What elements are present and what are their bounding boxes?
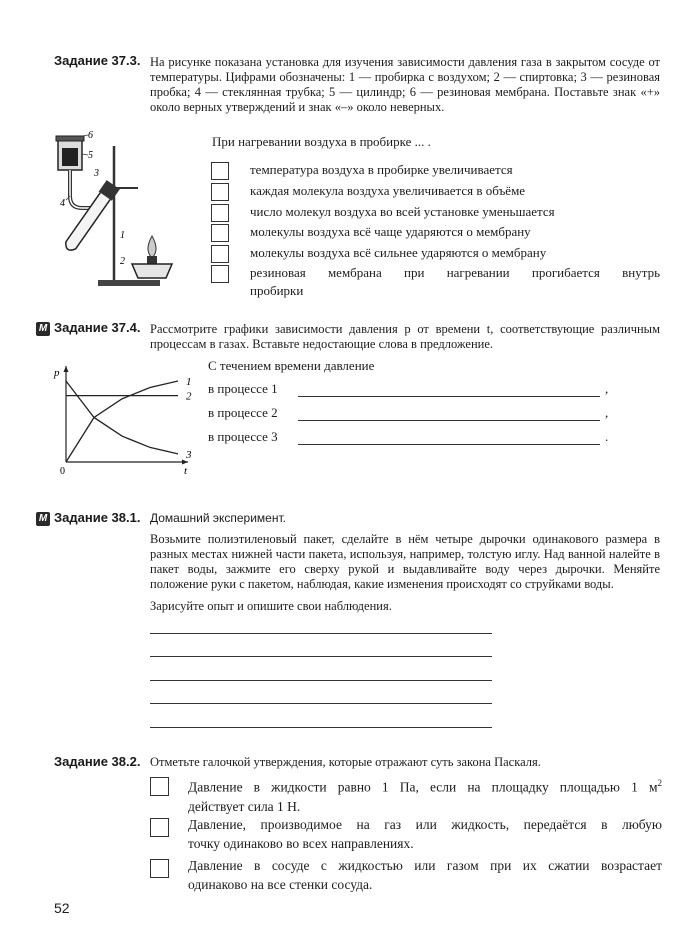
statement-line: Давление в жидкости равно 1 Па, если на площадку площадью 1 м [188, 779, 658, 795]
series-label-2: 2 [186, 390, 192, 403]
statement-text: число молекул воздуха во всей установке уменьшается [250, 204, 555, 219]
fig-label-5: 5 [88, 150, 93, 161]
task-38-2-text: Отметьте галочкой утверждения, которые отражают суть закона Паскаля. [150, 755, 541, 769]
statement-text: молекулы воздуха всё чаще ударяются о мембрану [250, 224, 531, 239]
answer-line[interactable] [150, 633, 492, 634]
m-icon: М [36, 322, 50, 336]
task-38-1-instruction: Зарисуйте опыт и опишите свои наблюдения. [150, 599, 392, 613]
statement-line: Давление, производимое на газ или жидкость, передаётся в любую [188, 817, 662, 832]
statement-text: пробирки [250, 283, 304, 298]
fig-label-6: 6 [88, 130, 93, 141]
pressure-time-chart [46, 362, 196, 480]
fig-label-1: 1 [120, 230, 125, 241]
process-label: в процессе 2 [208, 405, 278, 420]
task-37-3-label: Задание 37.3. [54, 53, 141, 68]
statement-text: температура воздуха в пробирке увеличивается [250, 162, 513, 177]
fig-label-4: 4 [60, 198, 65, 209]
origin-label: 0 [60, 466, 65, 477]
stand-base [98, 280, 160, 286]
task-37-3-text: На рисунке показана установка для изучения зависимости давления газа в закрытом сосуде от температуры. Цифрами обозначены: 1 — пробирка с воздухом; 2 — спиртовка; 3 — резиновая пробка; 4 — стеклянная трубка; 5 — цилиндр; 6 — резиновая мембрана. Поставьте знак «+» около верных утверждений и знак «–» около неверных. [150, 55, 660, 114]
apparatus-figure [48, 126, 188, 296]
answer-checkbox[interactable] [211, 224, 229, 242]
task-37-4-label: Задание 37.4. [54, 320, 141, 335]
answer-checkbox[interactable] [211, 162, 229, 180]
answer-line[interactable] [298, 444, 600, 445]
statement-line: действует сила 1 Н. [188, 798, 301, 814]
fig-label-3: 3 [94, 168, 99, 179]
task-38-1-title: Домашний эксперимент. [150, 511, 286, 525]
answer-checkbox[interactable] [150, 859, 169, 878]
cylinder-inner [62, 148, 78, 166]
answer-line[interactable] [150, 656, 492, 657]
pascal-statement [188, 815, 662, 853]
answer-line[interactable] [150, 680, 492, 681]
answer-line[interactable] [150, 703, 492, 704]
membrane [56, 136, 84, 141]
statement-text: резиновая мембрана при нагревании прогибается внутрь [250, 265, 660, 280]
answer-checkbox[interactable] [150, 818, 169, 837]
answer-checkbox[interactable] [211, 265, 229, 283]
punctuation: , [605, 405, 609, 420]
task-38-2-label: Задание 38.2. [54, 754, 141, 769]
task-37-4-sentence: С течением времени давление [208, 358, 375, 373]
series-line-3 [66, 381, 178, 454]
punctuation: . [605, 429, 609, 444]
answer-line[interactable] [150, 727, 492, 728]
pascal-statement [188, 774, 662, 816]
punctuation: , [605, 381, 609, 396]
flame [148, 236, 156, 258]
answer-checkbox[interactable] [211, 245, 229, 263]
pascal-statement [188, 856, 662, 894]
statement-text: каждая молекула воздуха увеличивается в объёме [250, 183, 526, 198]
page-number: 52 [54, 900, 70, 916]
m-icon: М [36, 512, 50, 526]
statement-line: точку одинаково во всех направлениях. [188, 836, 414, 851]
statement-line: Давление в сосуде с жидкостью или газом при их сжатии возрастает [188, 858, 662, 873]
statement-line: одинаково на все стенки сосуда. [188, 877, 373, 892]
superscript: 2 [657, 778, 662, 788]
statement-text: молекулы воздуха всё сильнее ударяются о мембрану [250, 245, 547, 260]
series-label-3: 3 [186, 448, 192, 461]
process-label: в процессе 1 [208, 381, 278, 396]
task-37-4-text: Рассмотрите графики зависимости давления p от времени t, соответствующие различным процессам в газах. Вставьте недостающие слова в предложение. [150, 322, 660, 351]
process-label: в процессе 3 [208, 429, 278, 444]
task-38-1-label: Задание 38.1. [54, 510, 141, 525]
answer-line[interactable] [298, 396, 600, 397]
y-axis-arrow [64, 366, 69, 372]
series-label-1: 1 [186, 376, 192, 389]
answer-checkbox[interactable] [211, 183, 229, 201]
y-axis-label: p [54, 367, 60, 379]
task-38-1-text: Возьмите полиэтиленовый пакет, сделайте в нём четыре дырочки одинакового размера в разных местах нижней части пакета, используя, например, толстую иглу. Над ванной налейте в пакет воды, зажмите его сверху рукой и выдавливайте воду через дырочки. Меняйте положение руки с пакетом, наблюдая, какие изменения происходят со струйками воды. [150, 532, 660, 591]
task-37-3-prompt: При нагревании воздуха в пробирке ... . [212, 134, 431, 149]
fig-label-2: 2 [120, 256, 125, 267]
x-axis-label: t [184, 465, 188, 477]
spirit-lamp [132, 264, 172, 278]
answer-checkbox[interactable] [150, 777, 169, 796]
answer-line[interactable] [298, 420, 600, 421]
answer-checkbox[interactable] [211, 204, 229, 222]
